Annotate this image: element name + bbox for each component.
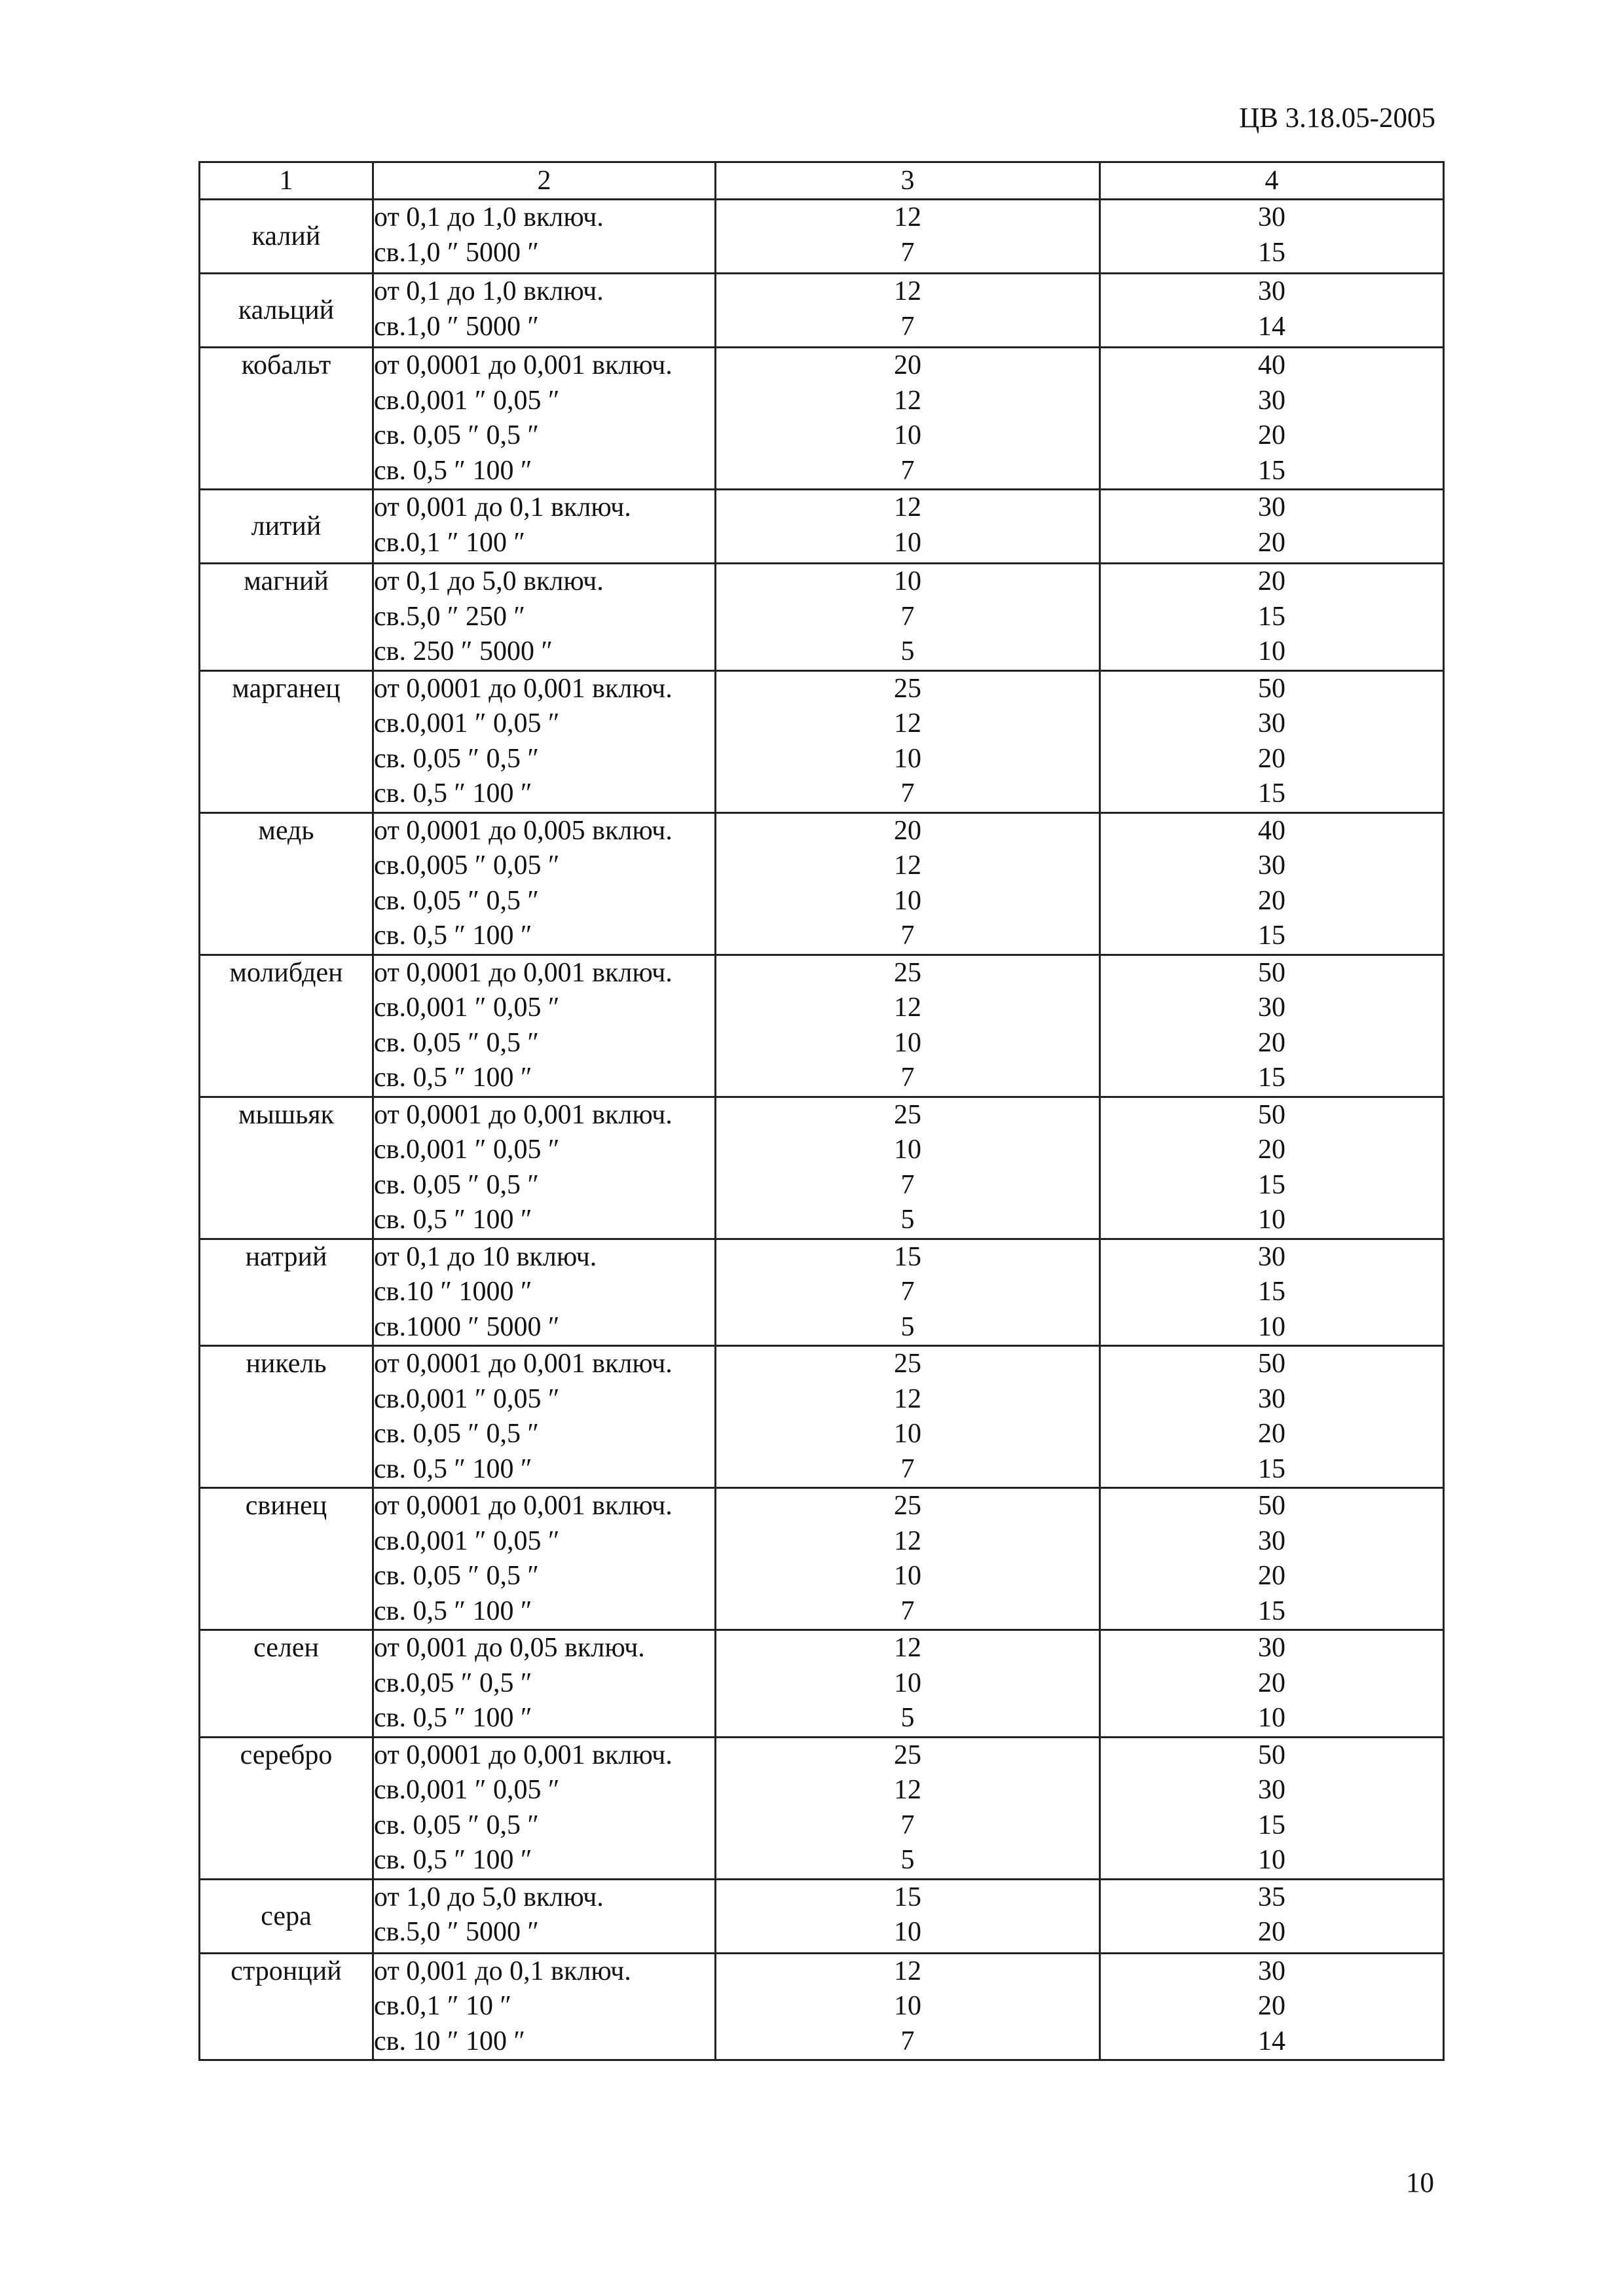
range-value: св. 0,05 ″ 0,5 ″ (374, 1027, 539, 1058)
column-3-value: 10 (894, 1667, 921, 1698)
column-3-value: 12 (894, 1383, 921, 1414)
range-value: св.0,05 ″ 0,5 ″ (374, 1667, 532, 1698)
table-row (200, 200, 1444, 274)
column-3-value: 12 (894, 202, 921, 232)
range-value: св.0,001 ″ 0,05 ″ (374, 1135, 560, 1165)
range-cell (373, 1346, 716, 1488)
column-3-value: 5 (900, 1845, 915, 1875)
column-3-value: 12 (894, 276, 921, 306)
column-4-value: 30 (1258, 276, 1285, 306)
column-3-value: 10 (894, 1419, 921, 1449)
element-name: литий (251, 511, 322, 541)
column-3-value: 12 (894, 1956, 921, 1986)
range-value: св. 10 ″ 100 ″ (374, 2026, 525, 2056)
element-cell (200, 1879, 373, 1953)
range-value: св.0,001 ″ 0,05 ″ (374, 708, 560, 738)
element-cell (200, 1346, 373, 1488)
column-4-cell (1100, 490, 1444, 564)
column-4-value: 30 (1258, 850, 1285, 881)
column-4-cell (1100, 200, 1444, 274)
element-name: медь (258, 815, 314, 846)
range-value: от 0,1 до 10 включ. (374, 1241, 597, 1272)
column-3-value: 7 (900, 1810, 915, 1840)
table-row (200, 564, 1444, 671)
column-3-value: 7 (900, 1277, 915, 1307)
column-4-value: 20 (1258, 1135, 1285, 1165)
column-4-value: 10 (1258, 1311, 1285, 1342)
column-4-value: 20 (1258, 1419, 1285, 1449)
column-3-value: 7 (900, 237, 915, 268)
column-3-value: 12 (894, 1633, 921, 1663)
column-number: 4 (1100, 162, 1444, 200)
column-4-value: 15 (1258, 1453, 1285, 1484)
column-3-cell (716, 200, 1100, 274)
element-cell (200, 1630, 373, 1738)
column-3-value: 10 (894, 566, 921, 596)
range-value: св. 0,05 ″ 0,5 ″ (374, 1169, 539, 1200)
range-value: от 0,001 до 0,1 включ. (374, 1956, 631, 1986)
column-4-value: 10 (1258, 1205, 1285, 1235)
element-cell (200, 348, 373, 490)
column-3-cell (716, 1239, 1100, 1346)
column-4-value: 20 (1258, 1667, 1285, 1698)
range-value: от 0,0001 до 0,001 включ. (374, 1491, 673, 1521)
column-4-value: 30 (1258, 1383, 1285, 1414)
column-3-value: 12 (894, 492, 921, 522)
range-cell (373, 1737, 716, 1879)
column-3-value: 5 (900, 636, 915, 666)
element-cell (200, 1097, 373, 1239)
column-number-row (200, 162, 1444, 200)
range-value: от 0,0001 до 0,001 включ. (374, 1099, 673, 1130)
range-cell (373, 955, 716, 1097)
table-row (200, 1488, 1444, 1630)
range-value: св. 0,5 ″ 100 ″ (374, 1703, 532, 1733)
range-value: от 0,001 до 0,05 включ. (374, 1633, 645, 1663)
range-value: св. 0,5 ″ 100 ″ (374, 455, 532, 486)
column-3-cell (716, 955, 1100, 1097)
column-4-value: 40 (1258, 350, 1285, 380)
column-4-value: 15 (1258, 920, 1285, 951)
column-4-value: 20 (1258, 743, 1285, 774)
range-value: от 1,0 до 5,0 включ. (374, 1882, 604, 1912)
column-3-value: 15 (894, 1241, 921, 1272)
range-cell (373, 490, 716, 564)
range-cell (373, 1630, 716, 1738)
range-value: от 0,1 до 1,0 включ. (374, 202, 604, 232)
range-cell (373, 1879, 716, 1953)
column-3-value: 25 (894, 1491, 921, 1521)
range-cell (373, 1953, 716, 2060)
range-value: св.0,001 ″ 0,05 ″ (374, 1525, 560, 1556)
range-value: от 0,0001 до 0,001 включ. (374, 957, 673, 988)
range-value: от 0,0001 до 0,001 включ. (374, 350, 673, 380)
column-3-value: 7 (900, 601, 915, 632)
range-value: св. 0,05 ″ 0,5 ″ (374, 420, 539, 450)
column-3-value: 25 (894, 673, 921, 704)
page-number: 10 (1406, 2168, 1434, 2198)
column-4-value: 30 (1258, 385, 1285, 416)
range-value: св.1000 ″ 5000 ″ (374, 1311, 560, 1342)
table-row (200, 812, 1444, 955)
element-cell (200, 955, 373, 1097)
column-4-value: 35 (1258, 1882, 1285, 1912)
table-row (200, 1239, 1444, 1346)
range-value: св.0,001 ″ 0,05 ″ (374, 1383, 560, 1414)
column-3-value: 10 (894, 1027, 921, 1058)
column-4-cell (1100, 812, 1444, 955)
column-3-value: 7 (900, 778, 915, 809)
element-name: серебро (240, 1740, 333, 1770)
column-4-cell (1100, 1346, 1444, 1488)
column-3-cell (716, 1346, 1100, 1488)
element-name: марганец (232, 673, 341, 704)
element-name: стронций (231, 1956, 342, 1986)
table-row (200, 1737, 1444, 1879)
column-4-value: 50 (1258, 1740, 1285, 1770)
element-cell (200, 564, 373, 671)
element-cell (200, 1953, 373, 2060)
column-4-value: 10 (1258, 636, 1285, 666)
column-3-value: 20 (894, 350, 921, 380)
column-4-value: 30 (1258, 1775, 1285, 1805)
column-4-value: 30 (1258, 1525, 1285, 1556)
range-value: св.1,0 ″ 5000 ″ (374, 237, 539, 268)
column-4-value: 20 (1258, 1991, 1285, 2021)
column-4-value: 30 (1258, 1956, 1285, 1986)
column-3-cell (716, 564, 1100, 671)
column-4-cell (1100, 1879, 1444, 1953)
element-cell (200, 1488, 373, 1630)
range-value: св. 0,5 ″ 100 ″ (374, 778, 532, 809)
column-3-value: 5 (900, 1703, 915, 1733)
column-4-value: 15 (1258, 1595, 1285, 1626)
element-cell (200, 1737, 373, 1879)
column-4-value: 30 (1258, 1633, 1285, 1663)
column-3-value: 7 (900, 1453, 915, 1484)
range-value: св. 0,5 ″ 100 ″ (374, 1845, 532, 1875)
range-value: св. 0,5 ″ 100 ″ (374, 1453, 532, 1484)
range-value: св. 0,5 ″ 100 ″ (374, 1205, 532, 1235)
column-4-value: 15 (1258, 455, 1285, 486)
range-value: св.0,001 ″ 0,05 ″ (374, 993, 560, 1023)
column-4-value: 50 (1258, 673, 1285, 704)
range-value: св. 0,5 ″ 100 ″ (374, 1063, 532, 1093)
range-value: св.0,001 ″ 0,05 ″ (374, 1775, 560, 1805)
column-3-value: 12 (894, 1525, 921, 1556)
range-cell (373, 274, 716, 348)
range-value: св. 0,05 ″ 0,5 ″ (374, 1810, 539, 1840)
column-3-value: 25 (894, 1349, 921, 1379)
column-3-value: 7 (900, 1169, 915, 1200)
column-3-value: 10 (894, 885, 921, 916)
column-4-value: 50 (1258, 1099, 1285, 1130)
column-3-value: 7 (900, 455, 915, 486)
column-3-value: 25 (894, 1099, 921, 1130)
column-3-value: 25 (894, 957, 921, 988)
column-3-value: 7 (900, 311, 915, 342)
table-row (200, 955, 1444, 1097)
column-3-value: 10 (894, 1561, 921, 1591)
column-4-value: 50 (1258, 1349, 1285, 1379)
column-4-value: 30 (1258, 492, 1285, 522)
column-4-value: 30 (1258, 202, 1285, 232)
column-4-value: 30 (1258, 1241, 1285, 1272)
range-value: св. 0,5 ″ 100 ″ (374, 1595, 532, 1626)
element-name: молибден (229, 957, 343, 988)
column-3-value: 5 (900, 1205, 915, 1235)
column-3-cell (716, 1097, 1100, 1239)
range-value: от 0,001 до 0,1 включ. (374, 492, 631, 522)
column-3-value: 10 (894, 743, 921, 774)
element-name: кобальт (241, 350, 331, 380)
column-3-value: 12 (894, 1775, 921, 1805)
table-row (200, 1630, 1444, 1738)
column-3-cell (716, 1630, 1100, 1738)
column-4-cell (1100, 1488, 1444, 1630)
range-cell (373, 670, 716, 812)
column-4-value: 20 (1258, 1027, 1285, 1058)
range-value: св.10 ″ 1000 ″ (374, 1277, 532, 1307)
element-name: никель (246, 1349, 327, 1379)
range-value: св. 0,5 ″ 100 ″ (374, 920, 532, 951)
table-row (200, 274, 1444, 348)
column-4-value: 15 (1258, 1063, 1285, 1093)
column-4-value: 10 (1258, 1845, 1285, 1875)
range-cell (373, 812, 716, 955)
column-3-cell (716, 1879, 1100, 1953)
range-value: от 0,0001 до 0,005 включ. (374, 815, 673, 846)
element-name: свинец (245, 1491, 327, 1521)
column-3-value: 15 (894, 1882, 921, 1912)
range-value: св.5,0 ″ 250 ″ (374, 601, 525, 632)
table-row (200, 490, 1444, 564)
column-4-value: 30 (1258, 993, 1285, 1023)
column-4-cell (1100, 1953, 1444, 2060)
range-value: св.1,0 ″ 5000 ″ (374, 311, 539, 342)
column-4-cell (1100, 564, 1444, 671)
column-3-cell (716, 670, 1100, 812)
column-4-cell (1100, 1630, 1444, 1738)
element-name: натрий (245, 1241, 327, 1272)
element-name: магний (244, 566, 329, 596)
range-value: св.0,001 ″ 0,05 ″ (374, 385, 560, 416)
column-3-value: 12 (894, 708, 921, 738)
range-cell (373, 564, 716, 671)
element-cell (200, 670, 373, 812)
column-3-value: 7 (900, 2026, 915, 2056)
column-4-cell (1100, 348, 1444, 490)
range-cell (373, 1488, 716, 1630)
column-3-value: 10 (894, 1135, 921, 1165)
column-4-value: 20 (1258, 527, 1285, 558)
column-3-value: 25 (894, 1740, 921, 1770)
column-3-value: 20 (894, 815, 921, 846)
table-row (200, 1346, 1444, 1488)
column-4-value: 30 (1258, 708, 1285, 738)
column-3-value: 12 (894, 385, 921, 416)
range-value: от 0,0001 до 0,001 включ. (374, 673, 673, 704)
range-value: св. 0,05 ″ 0,5 ″ (374, 1419, 539, 1449)
element-name: кальций (238, 295, 335, 325)
range-value: св. 0,05 ″ 0,5 ″ (374, 743, 539, 774)
column-3-cell (716, 1488, 1100, 1630)
table-row (200, 1097, 1444, 1239)
column-4-value: 20 (1258, 885, 1285, 916)
table-row (200, 1953, 1444, 2060)
column-number: 3 (716, 162, 1100, 200)
column-4-value: 15 (1258, 1169, 1285, 1200)
column-3-value: 7 (900, 1595, 915, 1626)
column-3-value: 5 (900, 1311, 915, 1342)
element-cell (200, 490, 373, 564)
element-cell (200, 812, 373, 955)
element-name: калий (251, 221, 321, 251)
table-row (200, 670, 1444, 812)
column-number: 2 (373, 162, 716, 200)
column-4-value: 14 (1258, 311, 1285, 342)
range-value: от 0,1 до 5,0 включ. (374, 566, 604, 596)
element-cell (200, 274, 373, 348)
range-value: св.0,1 ″ 10 ″ (374, 1991, 511, 2021)
column-4-value: 50 (1258, 1491, 1285, 1521)
range-cell (373, 1097, 716, 1239)
column-3-value: 10 (894, 527, 921, 558)
range-value: от 0,0001 до 0,001 включ. (374, 1740, 673, 1770)
column-4-value: 20 (1258, 1561, 1285, 1591)
range-cell (373, 200, 716, 274)
element-cell (200, 1239, 373, 1346)
column-4-cell (1100, 955, 1444, 1097)
column-4-value: 15 (1258, 778, 1285, 809)
column-4-value: 14 (1258, 2026, 1285, 2056)
column-number: 1 (200, 162, 373, 200)
range-value: св.0,005 ″ 0,05 ″ (374, 850, 560, 881)
column-3-cell (716, 348, 1100, 490)
column-4-value: 20 (1258, 1917, 1285, 1947)
column-3-value: 12 (894, 850, 921, 881)
range-cell (373, 1239, 716, 1346)
range-cell (373, 348, 716, 490)
column-3-value: 10 (894, 1917, 921, 1947)
range-value: св.5,0 ″ 5000 ″ (374, 1917, 539, 1947)
column-3-cell (716, 490, 1100, 564)
column-3-cell (716, 1737, 1100, 1879)
column-3-value: 7 (900, 1063, 915, 1093)
column-4-value: 15 (1258, 1810, 1285, 1840)
table-row (200, 1879, 1444, 1953)
column-4-value: 15 (1258, 1277, 1285, 1307)
table-body (200, 200, 1444, 2060)
element-name: селен (253, 1633, 319, 1663)
column-3-cell (716, 812, 1100, 955)
column-3-cell (716, 274, 1100, 348)
column-4-cell (1100, 1239, 1444, 1346)
range-value: св.0,1 ″ 100 ″ (374, 527, 525, 558)
range-value: св. 250 ″ 5000 ″ (374, 636, 553, 666)
column-4-value: 10 (1258, 1703, 1285, 1733)
column-3-cell (716, 1953, 1100, 2060)
column-4-value: 15 (1258, 237, 1285, 268)
column-3-value: 12 (894, 993, 921, 1023)
column-4-cell (1100, 1097, 1444, 1239)
column-3-value: 10 (894, 420, 921, 450)
element-name: сера (261, 1901, 312, 1931)
column-3-value: 7 (900, 920, 915, 951)
column-4-value: 15 (1258, 601, 1285, 632)
column-4-value: 20 (1258, 566, 1285, 596)
element-cell (200, 200, 373, 274)
range-value: св. 0,05 ″ 0,5 ″ (374, 1561, 539, 1591)
element-name: мышьяк (238, 1099, 334, 1130)
data-table (198, 161, 1445, 2061)
table-row (200, 348, 1444, 490)
column-4-cell (1100, 1737, 1444, 1879)
column-4-value: 50 (1258, 957, 1285, 988)
column-4-cell (1100, 670, 1444, 812)
range-value: от 0,1 до 1,0 включ. (374, 276, 604, 306)
document-code: ЦВ 3.18.05-2005 (1239, 103, 1435, 134)
column-3-value: 10 (894, 1991, 921, 2021)
column-4-value: 20 (1258, 420, 1285, 450)
column-4-value: 40 (1258, 815, 1285, 846)
range-value: от 0,0001 до 0,001 включ. (374, 1349, 673, 1379)
column-4-cell (1100, 274, 1444, 348)
range-value: св. 0,05 ″ 0,5 ″ (374, 885, 539, 916)
